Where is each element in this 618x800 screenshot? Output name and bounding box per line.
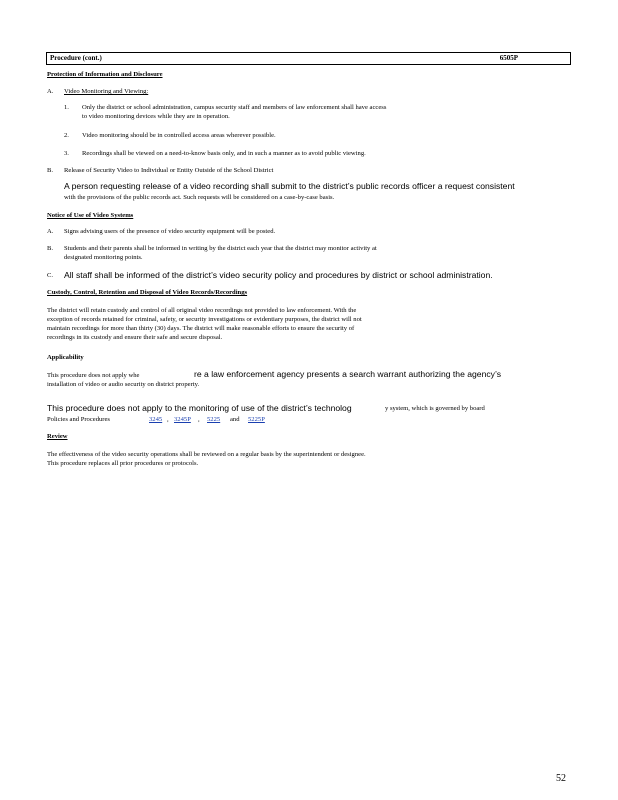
section-title-notice: Notice of Use of Video Systems xyxy=(47,212,134,219)
paragraph-line: All staff shall be informed of the district’s video security policy and procedures by district or school administration. xyxy=(64,270,493,280)
list-label-a: A. xyxy=(47,228,54,235)
policy-link-5225p[interactable]: 5225P xyxy=(248,416,265,423)
paragraph-line: Recordings shall be viewed on a need-to-know basis only, and in such a manner as to avoid public viewing. xyxy=(82,150,366,157)
item-number: 1. xyxy=(64,104,69,111)
paragraph-line: y system, which is governed by board xyxy=(385,405,485,412)
paragraph-line: re a law enforcement agency presents a search warrant authorizing the agency’s xyxy=(194,369,501,379)
separator: , xyxy=(167,416,169,423)
paragraph-line: This procedure replaces all prior procedures or protocols. xyxy=(47,460,199,467)
paragraph-line: Students and their parents shall be informed in writing by the district each year that the district may monitor activity at xyxy=(64,245,377,252)
section-title-review: Review xyxy=(47,433,68,440)
paragraph-line: Video monitoring should be in controlled access areas wherever possible. xyxy=(82,132,276,139)
paragraph-line: designated monitoring points. xyxy=(64,254,143,261)
conjunction: and xyxy=(230,416,240,423)
list-label-a: A. xyxy=(47,88,54,95)
paragraph-line: This procedure does not apply whe xyxy=(47,372,140,379)
paragraph-line: to video monitoring devices while they are in operation. xyxy=(82,113,230,120)
section-title-custody: Custody, Control, Retention and Disposal of Video Records/Recordings xyxy=(47,289,248,296)
paragraph-line: maintain recordings for more than thirty (30) days. The district will make reasonable efforts to ensure the security of xyxy=(47,325,355,332)
policy-link-3245[interactable]: 3245 xyxy=(149,416,163,423)
policy-link-5225[interactable]: 5225 xyxy=(207,416,221,423)
policy-link-3245p[interactable]: 3245P xyxy=(174,416,191,423)
page-number: 52 xyxy=(556,773,566,784)
paragraph-line: Policies and Procedures xyxy=(47,416,110,423)
list-label-c: C. xyxy=(47,272,54,279)
paragraph-line: The district will retain custody and control of all original video recordings not provided to law enforcement. With the xyxy=(47,307,357,314)
paragraph-line: recordings in its custody and ensure their safe and secure disposal. xyxy=(47,334,223,341)
header-title: Procedure (cont.) xyxy=(50,54,102,62)
policy-number: 6505P xyxy=(499,54,518,62)
subsection-title-video-monitoring: Video Monitoring and Viewing: xyxy=(64,88,149,95)
paragraph-line: A person requesting release of a video recording shall submit to the district’s public records officer a request consistent xyxy=(64,181,515,191)
paragraph-line: exception of records retained for criminal, safety, or security investigations or evidentiary purposes, the district will not xyxy=(47,316,362,323)
list-label-b: B. xyxy=(47,167,54,174)
section-title-applicability: Applicability xyxy=(47,354,84,361)
paragraph-line: This procedure does not apply to the monitoring of use of the district’s technolog xyxy=(47,403,352,413)
subsection-title-release: Release of Security Video to Individual or Entity Outside of the School District xyxy=(64,167,274,174)
procedure-header xyxy=(46,52,571,65)
paragraph-line: with the provisions of the public records act. Such requests will be considered on a case-by-case basis. xyxy=(64,194,335,201)
paragraph-line: The effectiveness of the video security operations shall be reviewed on a regular basis by the superintendent or designee. xyxy=(47,451,366,458)
separator: , xyxy=(198,416,200,423)
item-number: 2. xyxy=(64,132,69,139)
paragraph-line: Signs advising users of the presence of video security equipment will be posted. xyxy=(64,228,276,235)
list-label-b: B. xyxy=(47,245,54,252)
item-number: 3. xyxy=(64,150,69,157)
section-title-protection: Protection of Information and Disclosure xyxy=(47,71,163,78)
paragraph-line: Only the district or school administration, campus security staff and members of law enforcement shall have access xyxy=(82,104,387,111)
paragraph-line: installation of video or audio security on district property. xyxy=(47,381,200,388)
